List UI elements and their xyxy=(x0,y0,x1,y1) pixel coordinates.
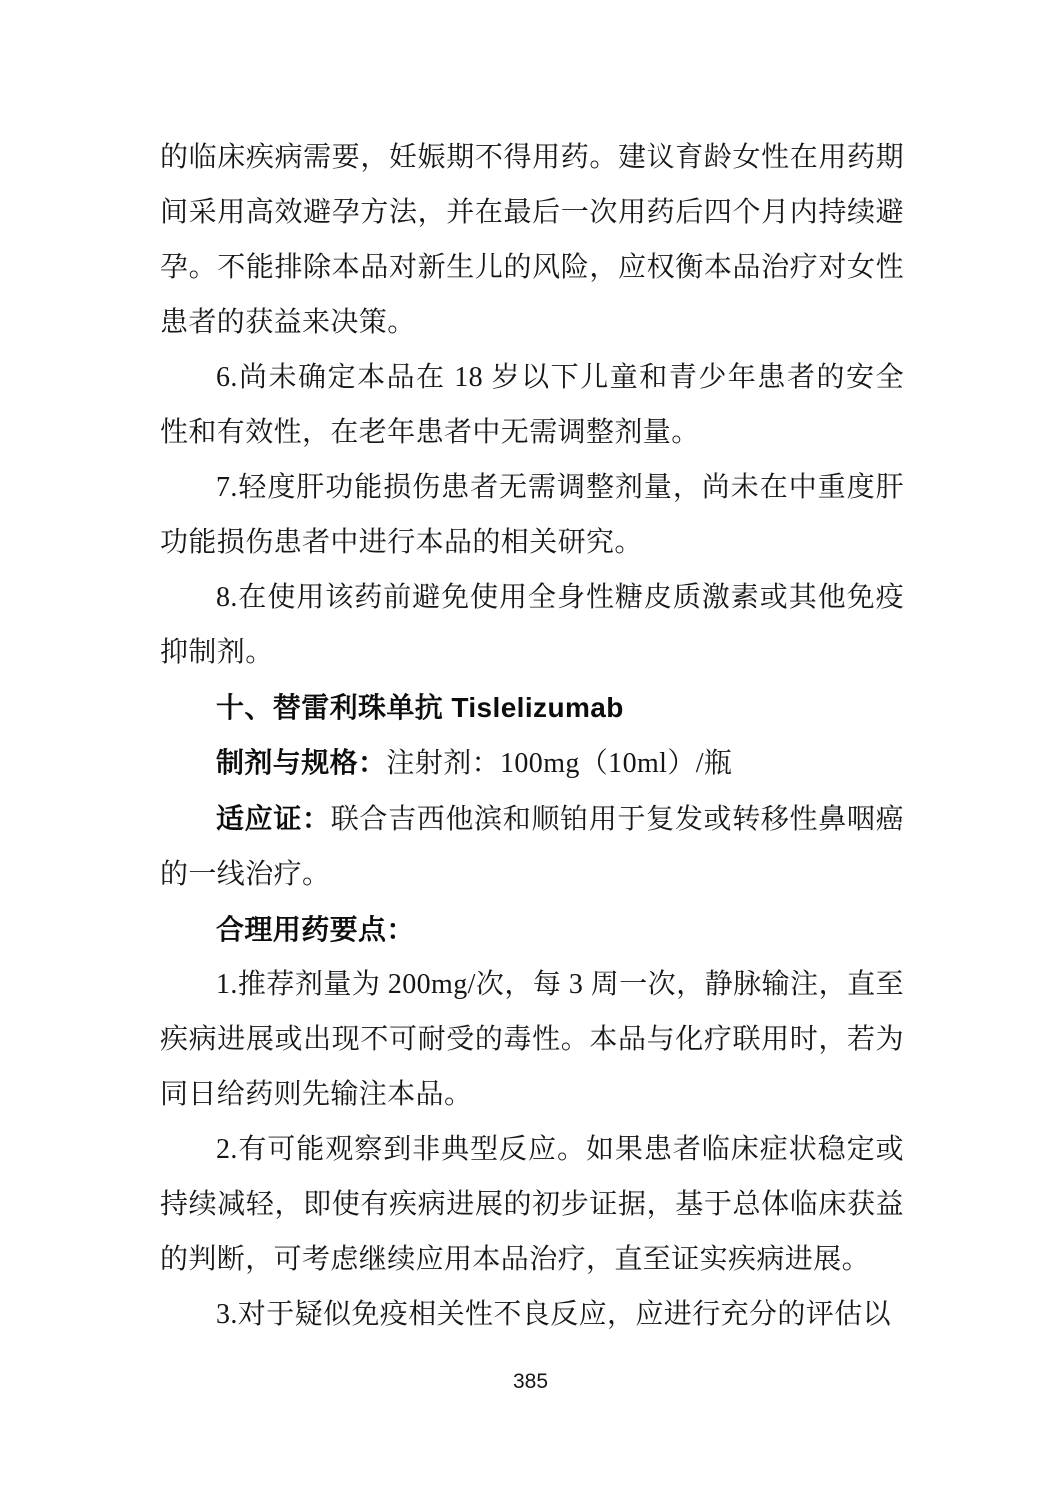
field-value: 注射剂：100mg（10ml）/瓶 xyxy=(386,748,733,779)
field-value: 联合吉西他滨和顺铂用于复发或转移性鼻咽癌的一线治疗。 xyxy=(160,804,904,890)
paragraph: 1.推荐剂量为 200mg/次，每 3 周一次，静脉输注，直至疾病进展或出现不可耐受的毒性。本品与化疗联用时，若为同日给药则先输注本品。 xyxy=(160,969,904,1110)
section-heading: 十、替雷利珠单抗 Tislelizumab xyxy=(216,692,624,723)
paragraph: 7.轻度肝功能损伤患者无需调整剂量，尚未在中重度肝功能损伤患者中进行本品的相关研究。 xyxy=(160,472,904,558)
paragraph: 6.尚未确定本品在 18 岁以下儿童和青少年患者的安全性和有效性，在老年患者中无需调整剂量。 xyxy=(160,362,904,448)
paragraph: 8.在使用该药前避免使用全身性糖皮质激素或其他免疫抑制剂。 xyxy=(160,582,904,668)
paragraph: 3.对于疑似免疫相关性不良反应，应进行充分的评估以 xyxy=(216,1299,892,1330)
document-content xyxy=(160,130,904,1342)
field-label: 制剂与规格： xyxy=(216,747,387,778)
labeled-paragraph xyxy=(160,791,904,902)
paragraph: 2.有可能观察到非典型反应。如果患者临床症状稳定或持续减轻，即使有疾病进展的初步证据，基于总体临床获益的判断，可考虑继续应用本品治疗，直至证实疾病进展。 xyxy=(160,1134,904,1275)
paragraph: 的临床疾病需要，妊娠期不得用药。建议育龄女性在用药期间采用高效避孕方法，并在最后一次用药后四个月内持续避孕。不能排除本品对新生儿的风险，应权衡本品治疗对女性患者的获益来决策。 xyxy=(160,142,904,338)
subsection-heading: 合理用药要点： xyxy=(216,914,415,945)
field-label: 适应证： xyxy=(216,803,331,834)
page-number: 385 xyxy=(512,1370,549,1393)
labeled-paragraph xyxy=(160,735,904,791)
